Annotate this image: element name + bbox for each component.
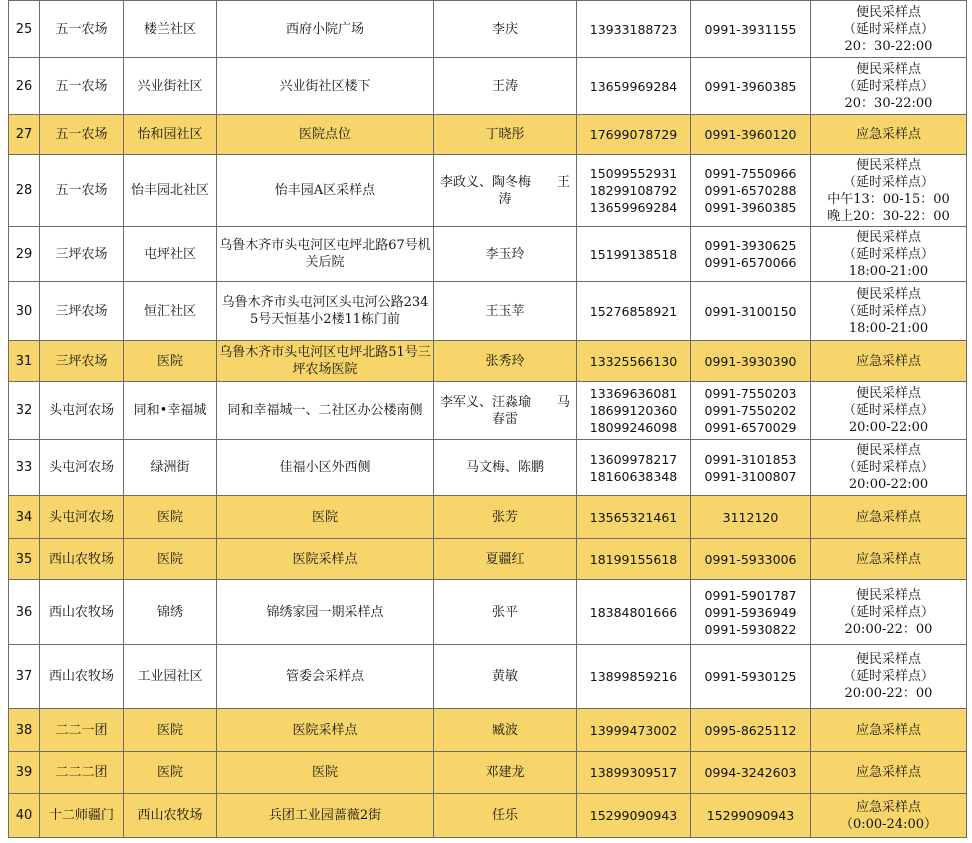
- sampling-type-cell-line: 应急采样点: [855, 353, 921, 369]
- sampling-type-cell-line: 便民采样点: [855, 157, 921, 173]
- office-phone-cell: [691, 709, 811, 752]
- sampling-type-cell: [811, 341, 967, 382]
- contact-person-cell-line: 王玉苹: [485, 303, 525, 319]
- office-phone-cell: [691, 227, 811, 282]
- farm-cell: 十二师疆门: [40, 794, 124, 838]
- contact-person-cell-line: 张秀玲: [485, 353, 525, 369]
- sampling-site-cell: [217, 580, 434, 645]
- sampling-type-cell: [811, 115, 967, 155]
- sampling-type-cell: [811, 382, 967, 440]
- office-phone-cell: [691, 794, 811, 838]
- sampling-type-cell: [811, 709, 967, 752]
- farm-cell: 三坪农场: [40, 341, 124, 382]
- sampling-type-cell-line: 便民采样点: [855, 229, 921, 245]
- mobile-phone-cell: [577, 752, 691, 794]
- mobile-phone-cell-line: 18099246098: [589, 420, 678, 435]
- row-number-cell: 29: [9, 227, 40, 282]
- contact-person-cell: [434, 580, 577, 645]
- row-number-cell: 34: [9, 496, 40, 539]
- mobile-phone-cell: [577, 227, 691, 282]
- sampling-type-cell-line: 便民采样点: [855, 443, 921, 458]
- mobile-phone-cell-line: 15199138518: [589, 246, 678, 262]
- sampling-site-cell: [217, 227, 434, 282]
- office-phone-cell: [691, 752, 811, 794]
- mobile-phone-cell-line: 13899859216: [589, 669, 678, 684]
- mobile-phone-cell: [577, 580, 691, 645]
- sampling-type-cell-line: （延时采样点）: [842, 246, 934, 262]
- office-phone-cell: [691, 496, 811, 539]
- row-number-cell: 32: [9, 382, 40, 440]
- community-cell: 医院: [124, 539, 217, 580]
- table-row: [9, 155, 967, 227]
- table-row: [9, 282, 967, 341]
- sampling-type-cell-line: 便民采样点: [855, 386, 921, 401]
- contact-person-cell-line: 任乐: [491, 808, 518, 823]
- office-phone-cell: [691, 539, 811, 580]
- office-phone-cell-line: 0991-6570029: [704, 420, 797, 435]
- community-cell: 同和•幸福城: [124, 382, 217, 440]
- contact-person-cell-line: 臧波: [491, 722, 518, 738]
- office-phone-cell-line: 0991-3960385: [704, 78, 797, 94]
- community-cell: 医院: [124, 709, 217, 752]
- sampling-type-cell: [811, 58, 967, 115]
- community-cell: 绿洲街: [124, 440, 217, 496]
- contact-person-cell: [434, 115, 577, 155]
- farm-cell: 三坪农场: [40, 227, 124, 282]
- mobile-phone-cell: [577, 58, 691, 115]
- farm-cell: 西山农牧场: [40, 645, 124, 709]
- farm-cell: 三坪农场: [40, 282, 124, 341]
- contact-person-cell: [434, 155, 577, 227]
- row-number-cell: 39: [9, 752, 40, 794]
- farm-cell: 西山农牧场: [40, 580, 124, 645]
- mobile-phone-cell-line: 13999473002: [589, 722, 678, 738]
- sampling-type-cell-line: （延时采样点）: [842, 669, 934, 684]
- community-cell: 医院: [124, 341, 217, 382]
- contact-person-cell-line: 马文梅、陈鹏: [465, 460, 544, 475]
- sampling-type-cell-line: （延时采样点）: [842, 174, 934, 190]
- community-cell: 怡丰园北社区: [124, 155, 217, 227]
- sampling-type-cell: [811, 580, 967, 645]
- contact-person-cell: [434, 1, 577, 58]
- sampling-type-cell-line: 便民采样点: [855, 587, 921, 603]
- sampling-type-cell: [811, 539, 967, 580]
- contact-person-cell-line: 李政义、陶冬梅 王涛: [439, 174, 570, 207]
- contact-person-cell: [434, 227, 577, 282]
- office-phone-cell-line: 0991-7550202: [704, 403, 797, 418]
- table-row: [9, 539, 967, 580]
- office-phone-cell: [691, 115, 811, 155]
- community-cell: 西山农牧场: [124, 794, 217, 838]
- farm-cell: 五一农场: [40, 1, 124, 58]
- table-row: [9, 794, 967, 838]
- office-phone-cell-line: 0991-7550203: [704, 386, 797, 401]
- office-phone-cell-line: 0994-3242603: [704, 765, 797, 780]
- contact-person-cell: [434, 58, 577, 115]
- sampling-type-cell-line: （延时采样点）: [842, 21, 934, 37]
- table-row: [9, 58, 967, 115]
- table-row: [9, 645, 967, 709]
- sampling-site-cell: [217, 382, 434, 440]
- sampling-points-table: [8, 0, 967, 838]
- sampling-type-cell: [811, 496, 967, 539]
- sampling-site-cell-line: 同和幸福城一、二社区办公楼南侧: [227, 403, 423, 418]
- sampling-site-cell: [217, 282, 434, 341]
- sampling-site-cell: [217, 440, 434, 496]
- office-phone-cell: [691, 58, 811, 115]
- farm-cell: 五一农场: [40, 115, 124, 155]
- mobile-phone-cell-line: 18299108792: [589, 183, 678, 198]
- office-phone-cell: [691, 580, 811, 645]
- sampling-site-cell: [217, 539, 434, 580]
- sampling-type-cell-line: 应急采样点: [855, 799, 921, 815]
- mobile-phone-cell: [577, 341, 691, 382]
- office-phone-cell-line: 0995-8625112: [704, 722, 797, 738]
- mobile-phone-cell: [577, 539, 691, 580]
- sampling-type-cell-line: 便民采样点: [855, 286, 921, 302]
- sampling-site-cell-line: 乌鲁木齐市头屯河区屯坪北路51号三坪农场医院: [219, 345, 431, 377]
- sampling-type-cell-line: 应急采样点: [855, 127, 921, 142]
- office-phone-cell-line: 0991-3100150: [704, 303, 797, 319]
- contact-person-cell: [434, 539, 577, 580]
- sampling-type-cell-line: 中午13：00-15：00: [827, 191, 950, 207]
- mobile-phone-cell-line: 15099552931: [589, 166, 678, 181]
- mobile-phone-cell-line: 13609978217: [589, 451, 678, 467]
- table-row: [9, 382, 967, 440]
- sampling-site-cell-line: 乌鲁木齐市头屯河区头屯河公路2345号天恒基小2楼11栋门前: [221, 295, 429, 327]
- mobile-phone-cell-line: 13933188723: [589, 21, 678, 37]
- table-row: [9, 709, 967, 752]
- mobile-phone-cell-line: 18384801666: [589, 604, 678, 620]
- office-phone-cell: [691, 440, 811, 496]
- sampling-type-cell: [811, 645, 967, 709]
- row-number-cell: 28: [9, 155, 40, 227]
- office-phone-cell: [691, 282, 811, 341]
- contact-person-cell-line: 黄敏: [491, 669, 518, 684]
- contact-person-cell-line: 李庆: [491, 21, 518, 37]
- row-number-cell: 25: [9, 1, 40, 58]
- sampling-site-cell-line: 怡丰园A区采样点: [274, 183, 376, 198]
- office-phone-cell-line: 0991-5930125: [704, 669, 797, 684]
- office-phone-cell-line: 0991-5930822: [704, 621, 797, 637]
- office-phone-cell-line: 0991-3960385: [704, 200, 797, 215]
- row-number-cell: 26: [9, 58, 40, 115]
- sampling-site-cell-line: 医院采样点: [292, 722, 358, 738]
- contact-person-cell: [434, 645, 577, 709]
- sampling-site-cell-line: 医院: [311, 509, 338, 525]
- sampling-type-cell-line: 应急采样点: [855, 765, 921, 780]
- sampling-site-cell-line: 管委会采样点: [285, 669, 364, 684]
- mobile-phone-cell-line: 18199155618: [589, 551, 678, 567]
- sampling-site-cell: [217, 115, 434, 155]
- sampling-type-cell-line: （延时采样点）: [842, 303, 934, 319]
- sampling-type-cell-line: 应急采样点: [855, 722, 921, 738]
- row-number-cell: 38: [9, 709, 40, 752]
- sampling-type-cell-line: 晚上20：30-22：00: [827, 208, 950, 224]
- office-phone-cell-line: 0991-3100807: [704, 468, 797, 484]
- contact-person-cell-line: 王涛: [491, 78, 518, 94]
- table-row: [9, 115, 967, 155]
- office-phone-cell-line: 15299090943: [706, 808, 795, 823]
- office-phone-cell-line: 0991-3101853: [704, 451, 797, 467]
- sampling-site-cell: [217, 496, 434, 539]
- office-phone-cell-line: 0991-3931155: [704, 21, 797, 37]
- sampling-type-cell-line: 18:00-21:00: [848, 320, 929, 336]
- sampling-site-cell: [217, 341, 434, 382]
- sampling-site-cell: [217, 709, 434, 752]
- table-row: [9, 580, 967, 645]
- office-phone-cell: [691, 382, 811, 440]
- contact-person-cell-line: 丁晓彤: [485, 127, 525, 142]
- sampling-type-cell-line: （延时采样点）: [842, 78, 934, 94]
- community-cell: 屯坪社区: [124, 227, 217, 282]
- sampling-type-cell-line: 20：30-22:00: [844, 95, 933, 111]
- contact-person-cell-line: 张平: [491, 604, 518, 620]
- contact-person-cell-line: 邓建龙: [485, 765, 525, 780]
- sampling-site-cell: [217, 752, 434, 794]
- farm-cell: 五一农场: [40, 58, 124, 115]
- mobile-phone-cell: [577, 645, 691, 709]
- office-phone-cell-line: 0991-6570288: [704, 183, 797, 198]
- office-phone-cell-line: 0991-3960120: [704, 127, 797, 142]
- sampling-type-cell: [811, 440, 967, 496]
- mobile-phone-cell-line: 13659969284: [589, 200, 678, 215]
- row-number-cell: 40: [9, 794, 40, 838]
- mobile-phone-cell: [577, 709, 691, 752]
- office-phone-cell-line: 0991-6570066: [704, 255, 797, 270]
- mobile-phone-cell-line: 15299090943: [589, 808, 678, 823]
- sampling-type-cell: [811, 282, 967, 341]
- office-phone-cell-line: 0991-3930625: [704, 238, 797, 253]
- mobile-phone-cell-line: 18160638348: [589, 468, 678, 484]
- office-phone-cell-line: 3112120: [722, 509, 779, 525]
- community-cell: 医院: [124, 752, 217, 794]
- farm-cell: 二二一团: [40, 709, 124, 752]
- row-number-cell: 33: [9, 440, 40, 496]
- sampling-site-cell-line: 兴业街社区楼下: [279, 78, 371, 94]
- table-row: [9, 496, 967, 539]
- sampling-site-cell-line: 西府小院广场: [285, 21, 364, 37]
- mobile-phone-cell: [577, 282, 691, 341]
- office-phone-cell-line: 0991-5901787: [704, 587, 797, 603]
- table-row: [9, 440, 967, 496]
- row-number-cell: 36: [9, 580, 40, 645]
- community-cell: 兴业街社区: [124, 58, 217, 115]
- contact-person-cell: [434, 440, 577, 496]
- contact-person-cell: [434, 341, 577, 382]
- sampling-type-cell: [811, 752, 967, 794]
- table-row: [9, 1, 967, 58]
- sampling-type-cell: [811, 1, 967, 58]
- mobile-phone-cell-line: 17699078729: [589, 127, 678, 142]
- office-phone-cell: [691, 1, 811, 58]
- row-number-cell: 30: [9, 282, 40, 341]
- row-number-cell: 37: [9, 645, 40, 709]
- sampling-site-cell: [217, 794, 434, 838]
- sampling-site-cell: [217, 645, 434, 709]
- community-cell: 锦绣: [124, 580, 217, 645]
- sampling-type-cell-line: 便民采样点: [855, 652, 921, 667]
- office-phone-cell-line: 0991-7550966: [704, 166, 797, 181]
- community-cell: 恒汇社区: [124, 282, 217, 341]
- community-cell: 楼兰社区: [124, 1, 217, 58]
- sampling-type-cell-line: 20:00-22：00: [844, 686, 933, 701]
- mobile-phone-cell-line: 13659969284: [589, 78, 678, 94]
- sampling-type-cell-line: 20:00-22:00: [848, 420, 929, 435]
- farm-cell: 五一农场: [40, 155, 124, 227]
- farm-cell: 西山农牧场: [40, 539, 124, 580]
- sampling-type-cell-line: （延时采样点）: [842, 460, 934, 475]
- sampling-site-cell: [217, 58, 434, 115]
- sampling-type-cell: [811, 227, 967, 282]
- mobile-phone-cell-line: 15276858921: [589, 303, 678, 319]
- sampling-type-cell-line: 应急采样点: [855, 551, 921, 567]
- sampling-type-cell: [811, 794, 967, 838]
- mobile-phone-cell: [577, 440, 691, 496]
- sampling-type-cell-line: （延时采样点）: [842, 604, 934, 620]
- sampling-site-cell: [217, 1, 434, 58]
- contact-person-cell: [434, 794, 577, 838]
- farm-cell: 头屯河农场: [40, 440, 124, 496]
- sampling-type-cell-line: 20：30-22:00: [844, 38, 933, 54]
- community-cell: 医院: [124, 496, 217, 539]
- office-phone-cell: [691, 341, 811, 382]
- sampling-site-cell-line: 佳福小区外西侧: [279, 460, 371, 475]
- community-cell: 工业园社区: [124, 645, 217, 709]
- mobile-phone-cell: [577, 382, 691, 440]
- mobile-phone-cell-line: 13565321461: [589, 509, 678, 525]
- sampling-type-cell-line: 应急采样点: [855, 509, 921, 525]
- contact-person-cell: [434, 282, 577, 341]
- row-number-cell: 27: [9, 115, 40, 155]
- contact-person-cell: [434, 709, 577, 752]
- contact-person-cell: [434, 382, 577, 440]
- sampling-type-cell-line: 20:00-22:00: [848, 477, 929, 492]
- sampling-type-cell-line: 20:00-22：00: [844, 621, 933, 637]
- mobile-phone-cell: [577, 496, 691, 539]
- office-phone-cell: [691, 645, 811, 709]
- table-row: [9, 227, 967, 282]
- sampling-site-cell-line: 兵团工业园蔷薇2街: [268, 808, 382, 823]
- community-cell: 怡和园社区: [124, 115, 217, 155]
- sampling-site-cell-line: 医院: [311, 765, 338, 780]
- contact-person-cell-line: 张芳: [491, 509, 518, 525]
- sampling-site-cell-line: 乌鲁木齐市头屯河区屯坪北路67号机关后院: [219, 238, 431, 270]
- contact-person-cell-line: 李玉玲: [485, 246, 525, 262]
- row-number-cell: 31: [9, 341, 40, 382]
- sampling-type-cell-line: （延时采样点）: [842, 403, 934, 418]
- sampling-site-cell-line: 锦绣家园一期采样点: [266, 604, 384, 620]
- sampling-type-cell: [811, 155, 967, 227]
- farm-cell: 头屯河农场: [40, 382, 124, 440]
- table-row: [9, 341, 967, 382]
- contact-person-cell: [434, 496, 577, 539]
- mobile-phone-cell-line: 13899309517: [589, 765, 678, 780]
- contact-person-cell-line: 夏疆红: [485, 551, 525, 567]
- mobile-phone-cell-line: 18699120360: [589, 403, 678, 418]
- farm-cell: 头屯河农场: [40, 496, 124, 539]
- mobile-phone-cell: [577, 155, 691, 227]
- contact-person-cell: [434, 752, 577, 794]
- mobile-phone-cell: [577, 1, 691, 58]
- mobile-phone-cell: [577, 115, 691, 155]
- contact-person-cell-line: 李军义、汪淼瑜 马春雷: [439, 394, 570, 427]
- row-number-cell: 35: [9, 539, 40, 580]
- sampling-site-cell: [217, 155, 434, 227]
- table-row: [9, 752, 967, 794]
- sampling-type-cell-line: 便民采样点: [855, 4, 921, 20]
- farm-cell: 二二二团: [40, 752, 124, 794]
- sampling-type-cell-line: 便民采样点: [855, 61, 921, 77]
- sampling-type-cell-line: （0:00-24:00）: [839, 816, 938, 832]
- office-phone-cell: [691, 155, 811, 227]
- mobile-phone-cell: [577, 794, 691, 838]
- office-phone-cell-line: 0991-3930390: [704, 353, 797, 369]
- sampling-site-cell-line: 医院点位: [298, 127, 351, 142]
- mobile-phone-cell-line: 13325566130: [589, 353, 678, 369]
- sampling-type-cell-line: 18:00-21:00: [848, 263, 929, 279]
- sampling-site-cell-line: 医院采样点: [292, 551, 358, 567]
- mobile-phone-cell-line: 13369636081: [589, 386, 678, 401]
- office-phone-cell-line: 0991-5933006: [704, 551, 797, 567]
- office-phone-cell-line: 0991-5936949: [704, 604, 797, 620]
